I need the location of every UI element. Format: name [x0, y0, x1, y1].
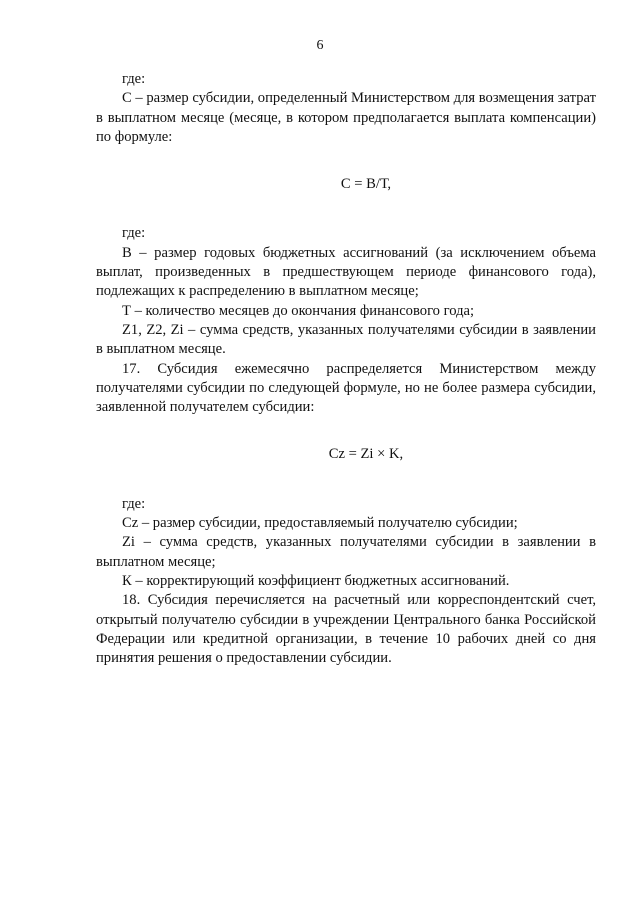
formula-cz-text: Cz = Zi × K,: [328, 446, 404, 463]
definition-c: С – размер субсидии, определенный Министерством для возмещения затрат в выплатном месяце (месяце, в котором предполагается выплата компенсации) по формуле:: [96, 90, 596, 145]
definition-zi: Zi – сумма средств, указанных получателями субсидии в заявлении в выплатном месяце;: [96, 534, 596, 570]
where-label: где:: [122, 225, 146, 242]
definition-t: Т – количество месяцев до окончания финансового года;: [122, 302, 475, 319]
formula-cz: [96, 417, 596, 494]
clause-18: 18. Субсидия перечисляется на расчетный или корреспондентский счет, открытый получателю субсидии в учреждении Центрального банка Российской Федерации или кредитной организации, в течение 10 рабочих дней со дня принятия решения о предоставлении субсидии.: [96, 592, 596, 667]
definition-b: В – размер годовых бюджетных ассигнований (за исключением объема выплат, произведенных в предшествующем периоде финансового года), подлежащих к распределению в выплатном месяце;: [96, 244, 596, 300]
formula-c-text: С = В/Т,: [340, 176, 392, 193]
page-number: 6: [316, 38, 324, 53]
definition-cz: Cz – размер субсидии, предоставляемый получателю субсидии;: [122, 515, 518, 532]
where-label: где:: [122, 495, 146, 512]
clause-17: 17. Субсидия ежемесячно распределяется Министерством между получателями субсидии по следующей формуле, но не более размера субсидии, заявленной получателем субсидии:: [96, 360, 596, 416]
where-label: где:: [122, 71, 146, 87]
formula-c: [96, 147, 596, 224]
definition-z: Z1, Z2, Zi – сумма средств, указанных получателями субсидии в заявлении в выплатном месяце.: [96, 321, 596, 358]
document-body: [96, 70, 596, 668]
definition-k: К – корректирующий коэффициент бюджетных ассигнований.: [122, 572, 510, 589]
